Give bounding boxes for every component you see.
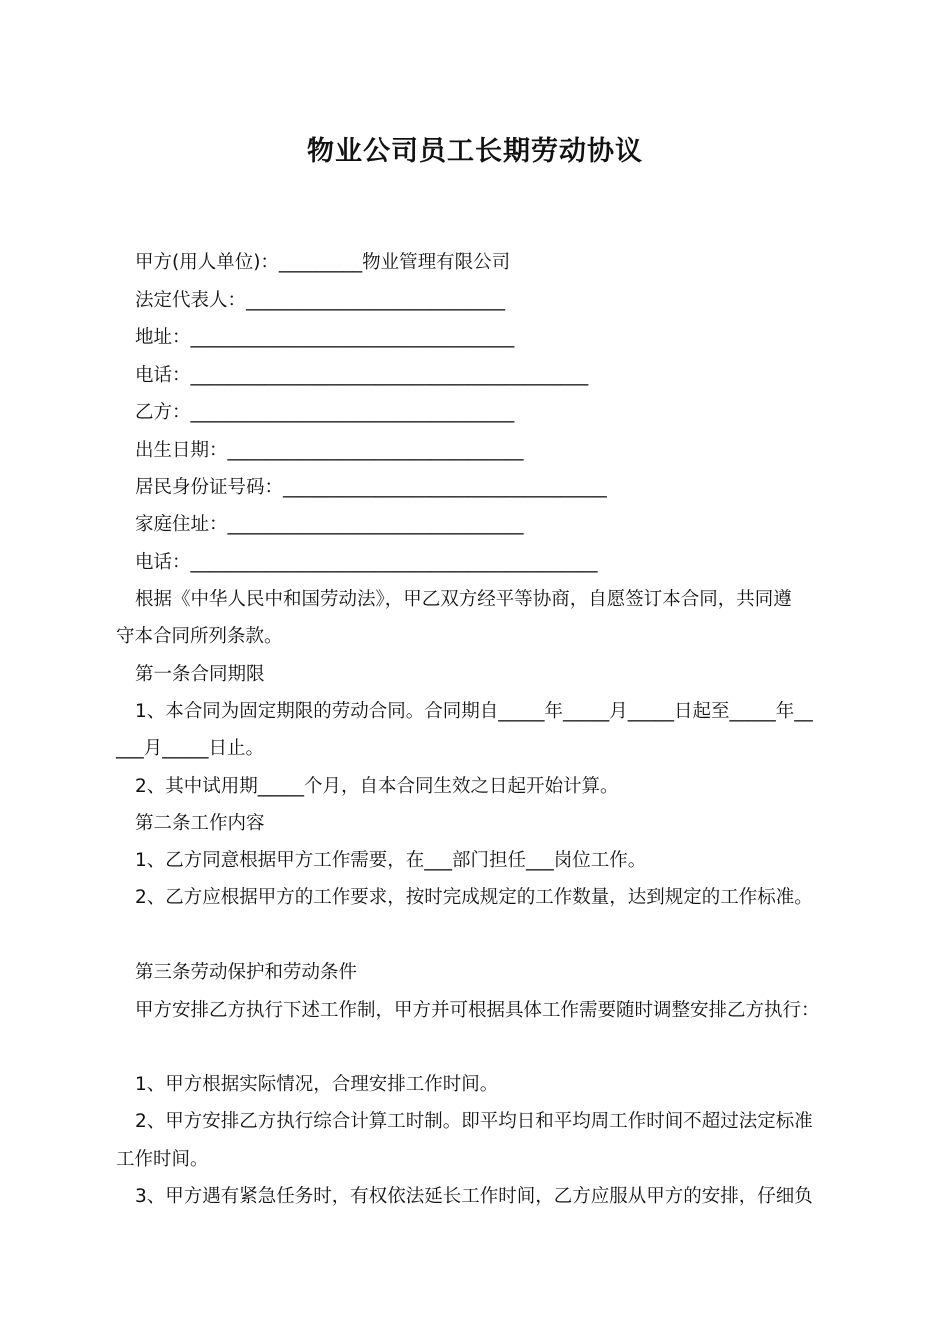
article-1-heading: 第一条合同期限 [135,664,265,685]
article-3-clause-3: 3、甲方遇有紧急任务时，有权依法延长工作时间，乙方应服从甲方的安排，仔细负 [135,1186,813,1207]
article-3-heading: 第三条劳动保护和劳动条件 [135,962,358,983]
party-a-address-line: 地址：___________________________________ [135,327,515,348]
party-b-line: 乙方：___________________________________ [135,402,515,423]
id-number-line: 居民身份证号码：___________________________________ [135,477,607,498]
party-b-phone-line: 电话：____________________________________________ [135,552,598,573]
legal-representative-line: 法定代表人：____________________________ [135,290,506,311]
party-a-line: 甲方(用人单位)：_________物业管理有限公司 [135,252,511,273]
article-2-clause-2: 2、乙方应根据甲方的工作要求，按时完成规定的工作数量，达到规定的工作标准。 [135,887,813,908]
article-3-clause-1: 1、甲方根据实际情况，合理安排工作时间。 [135,1074,499,1095]
article-1-clause-2: 2、其中试用期_____个月，自本合同生效之日起开始计算。 [135,776,619,797]
preamble-line-2: 守本合同所列条款。 [116,626,283,647]
article-2-clause-1: 1、乙方同意根据甲方工作需要，在___部门担任___岗位工作。 [135,850,647,871]
article-1-clause-1-line-1: 1、本合同为固定期限的劳动合同。合同期自_____年_____月_____日起至_____年__ [135,701,813,722]
preamble-line-1: 根据《中华人民中和国劳动法》，甲乙双方经平等协商，自愿签订本合同，共同遵 [135,589,792,610]
article-2-heading: 第二条工作内容 [135,813,265,834]
article-3-clause-2-line-2: 工作时间。 [116,1149,209,1170]
document-title: 物业公司员工长期劳动协议 [307,136,643,167]
article-1-clause-1-line-2: ___月_____日止。 [116,738,265,759]
article-3-intro: 甲方安排乙方执行下述工作制，甲方并可根据具体工作需要随时调整安排乙方执行： [135,1000,820,1021]
home-address-line: 家庭住址：________________________________ [135,514,524,535]
party-a-phone-line: 电话：___________________________________________ [135,365,589,386]
article-3-clause-2-line-1: 2、甲方安排乙方执行综合计算工时制。即平均日和平均周工作时间不超过法定标准 [135,1111,813,1132]
birth-date-line: 出生日期：________________________________ [135,440,524,461]
